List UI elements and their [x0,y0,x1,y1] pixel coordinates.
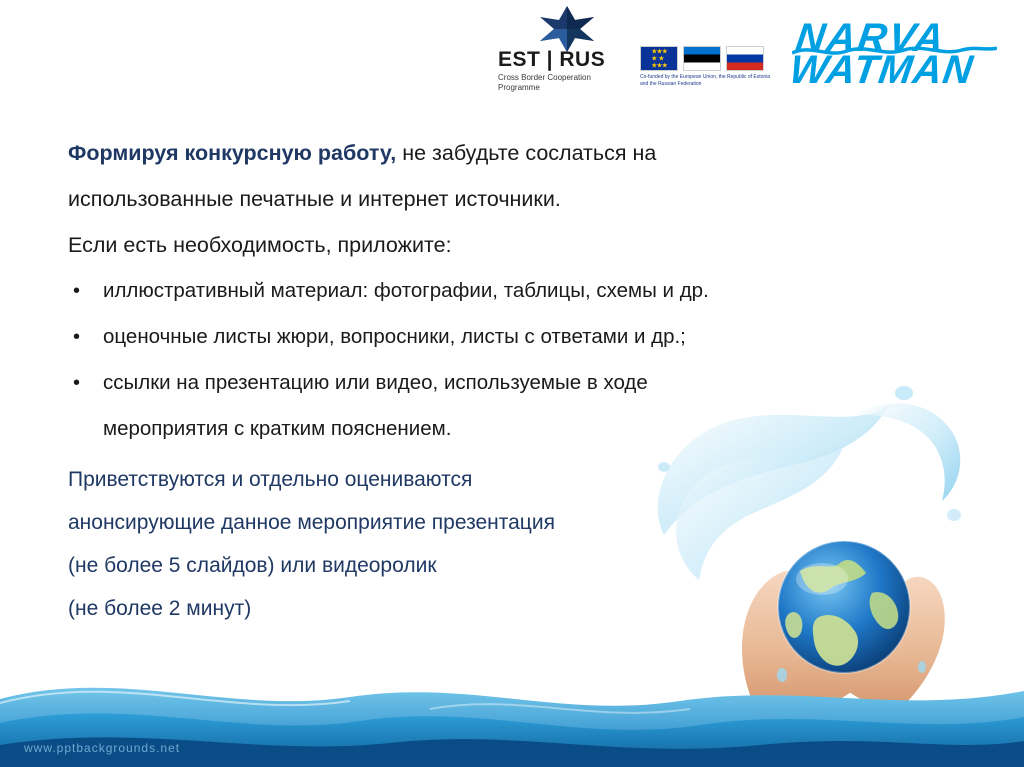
highlight-line: (не более 2 минут) [68,597,252,620]
bullet-dot-icon: • [73,326,81,348]
flags-caption: Co-funded by the European Union, the Republic of Estonia and the Russian Federation [640,74,771,87]
russia-flag-icon [726,46,764,71]
intro-paragraph: Если есть необходимость, приложите: [68,233,452,257]
narva-wordmark: NARVA [792,16,949,60]
funding-flags [640,46,780,96]
highlight-line: анонсирующие данное мероприятие презентация [68,511,555,534]
slide-header [0,0,1024,120]
list-item-label: оценочные листы жюри, вопросники, листы с ответами и др.; [103,325,686,348]
list-item-label: ссылки на презентацию или видео, используемые в ходе [103,371,648,394]
bullet-dot-icon: • [73,372,81,394]
lead-paragraph-line2: использованные печатные и интернет источники. [68,187,561,211]
slide-content [68,130,958,630]
list-item [68,268,958,314]
eu-stars: ★★★ ★ ★ ★★★ [651,48,667,69]
list-item-continuation [68,406,958,452]
est-rus-logo [498,6,623,98]
narva-watman-logo [786,14,1005,94]
watman-wordmark: WATMAN [786,48,977,92]
list-item [68,314,958,360]
list-item-label: иллюстративный материал: фотографии, таблицы, схемы и др. [103,279,709,302]
highlight-paragraph [68,458,958,630]
star-logo-icon [534,6,600,52]
highlight-line: (не более 5 слайдов) или видеоролик [68,554,437,577]
highlight-line: Приветствуются и отдельно оцениваются [68,468,473,491]
lead-bold-text: Формируя конкурсную работу, [68,141,397,165]
source-watermark: www.pptbackgrounds.net [24,741,181,755]
lead-paragraph [68,130,958,176]
bullet-dot-icon: • [73,280,81,302]
bullet-list [68,268,958,452]
eu-flag-icon [640,46,678,71]
estonia-flag-icon [683,46,721,71]
lead-rest-text: не забудьте сослаться на [396,141,657,165]
list-item-label: мероприятия с кратким пояснением. [103,417,452,440]
list-item [68,360,958,406]
est-rus-subtitle: Cross Border Cooperation Programme [498,73,591,92]
flag-row [640,46,764,71]
blue-wave-band [0,657,1024,767]
est-rus-title: EST | RUS [498,48,606,71]
